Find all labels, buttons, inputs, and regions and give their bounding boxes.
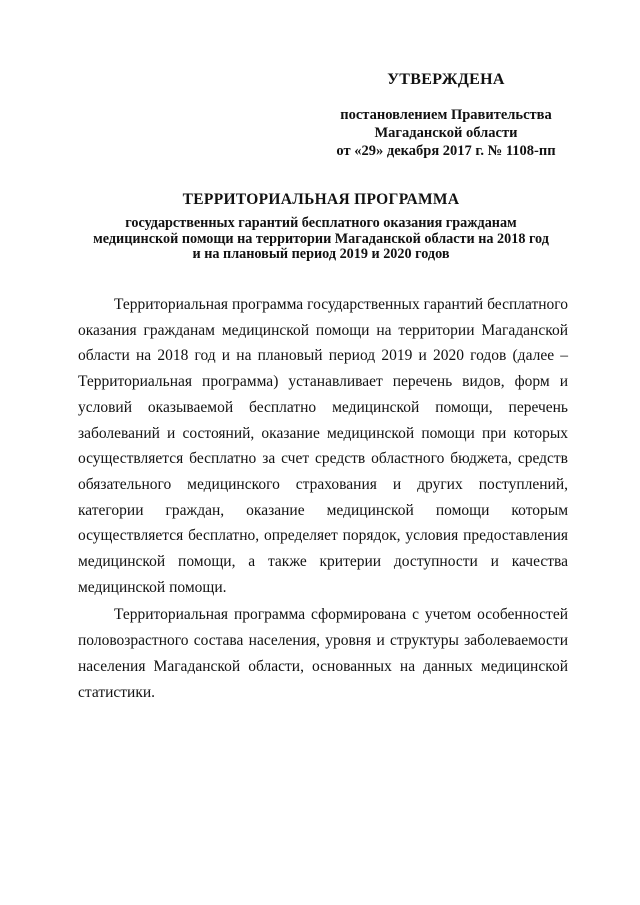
body-paragraph-1: Территориальная программа государственных гарантий бесплатного оказания гражданам медицинской помощи на территории Магаданской области на 2018 год и на плановый период 2019 и 2020 годов (далее – Территориальная программа) устанавливает перечень видов, форм и условий оказываемой бесплатно медицинской помощи, перечень заболеваний и состояний, оказание медицинской помощи при которых осуществляется бесплатно за счет средств областного бюджета, средств обязательного медицинского страхования и других поступлений, категории граждан, оказание медицинской помощи которым осуществляется бесплатно, определяет порядок, условия предоставления медицинской помощи, а также критерии доступности и качества медицинской помощи.	[78, 296, 568, 596]
program-subtitle-line-2: медицинской помощи на территории Магаданской области на 2018 год	[93, 230, 549, 247]
approval-stamp-block	[330, 70, 562, 160]
program-title: ТЕРРИТОРИАЛЬНАЯ ПРОГРАММА	[182, 191, 460, 208]
approval-title: УТВЕРЖДЕНА	[387, 71, 505, 88]
body-paragraph-2: Территориальная программа сформирована с учетом особенностей половозрастного состава населения, уровня и структуры заболеваемости населения Магаданской области, основанных на данных медицинской статистики.	[78, 606, 568, 701]
program-subtitle-line-1: государственных гарантий бесплатного оказания гражданам	[125, 215, 517, 231]
approval-decree-line: постановлением Правительства	[340, 107, 552, 123]
approval-date-number-line: от «29» декабря 2017 г. № 1108-пп	[336, 143, 556, 159]
document-body	[78, 292, 568, 705]
program-subtitle-line-3: и на плановый период 2019 и 2020 годов	[192, 246, 450, 262]
program-heading	[70, 190, 572, 263]
approval-region-line: Магаданской области	[374, 125, 518, 141]
